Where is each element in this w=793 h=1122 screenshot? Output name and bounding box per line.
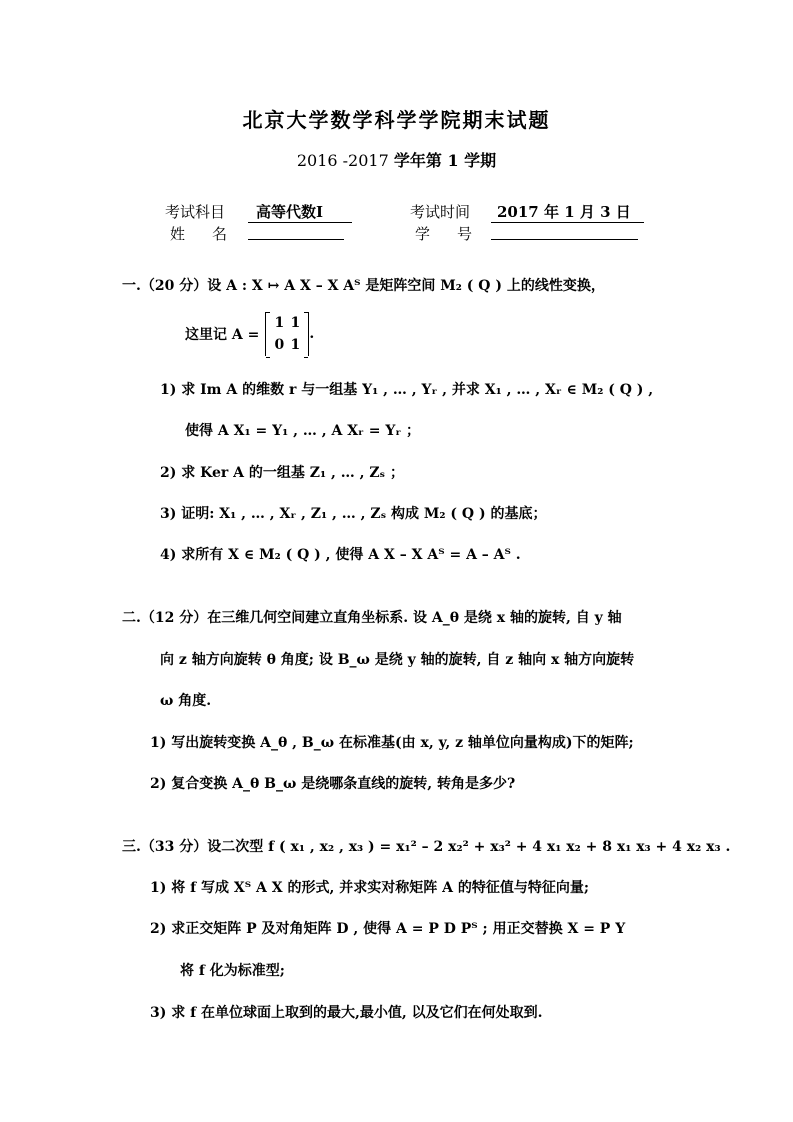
q1-part2: 2) 求 Ker A 的一组基 Z₁ , … , Zₛ ；: [160, 465, 404, 481]
term-years: 2016 -2017: [296, 151, 389, 170]
time-value: 2017 年 1 月 3 日: [491, 201, 644, 223]
q3-part2-line2: 将 f 化为标准型;: [180, 963, 285, 979]
term-text: 学年第 1 学期: [393, 151, 497, 170]
term-line: [0, 148, 793, 171]
q2-part2: 2) 复合变换 A_θ B_ω 是绕哪条直线的旋转, 转角是多少?: [150, 776, 516, 792]
q1-intro: 一.（20 分）设 A : X ↦ A X – X Aᵀ 是矩阵空间 M₂ ( Q ) 上的线性变换，: [122, 278, 605, 294]
q2-intro-line3: ω 角度.: [160, 693, 212, 709]
q1-part1-line1: 1) 求 Im A 的维数 r 与一组基 Y₁ , … , Yᵣ , 并求 X₁ , … , Xᵣ ∈ M₂ ( Q ) ,: [160, 382, 654, 398]
q1-part3: 3) 证明: X₁ , … , Xᵣ , Z₁ , … , Zₛ 构成 M₂ ( Q ) 的基底；: [160, 506, 547, 522]
q1-part1-line2: 使得 A X₁ = Y₁ , … , A Xᵣ = Yᵣ ；: [185, 423, 420, 439]
subject-value: 高等代数I: [248, 201, 352, 223]
q1-matrix-period: .: [309, 326, 315, 342]
matrix-cell: 1: [290, 337, 301, 353]
q1-part4: 4) 求所有 X ∈ M₂ ( Q ) , 使得 A X – X Aᵀ = A – Aᵀ .: [160, 547, 521, 563]
q3-part1: 1) 将 f 写成 Xᵀ A X 的形式, 并求实对称矩阵 A 的特征值与特征向量;: [150, 880, 589, 896]
student-id-field[interactable]: [491, 223, 638, 240]
time-label: 考试时间: [410, 203, 471, 221]
matrix-cell: 1: [274, 315, 285, 331]
q1-matrix-line: [185, 312, 314, 356]
q1-matrix-label: 这里记 A =: [185, 327, 260, 343]
q2-intro-line1: 二.（12 分）在三维几何空间建立直角坐标系. 设 A_θ 是绕 x 轴的旋转, 自 y 轴: [122, 610, 622, 626]
matrix-cell: 0: [274, 337, 285, 353]
name-field[interactable]: [248, 223, 344, 240]
student-id-label: 学 号: [415, 225, 479, 243]
matrix-cell: 1: [290, 315, 301, 331]
name-label: 姓 名: [170, 225, 234, 243]
q2-part1: 1) 写出旋转变换 A_θ , B_ω 在标准基(由 x, y, z 轴单位向量构成)下的矩阵;: [150, 735, 634, 751]
q3-intro: 三.（33 分）设二次型 f ( x₁ , x₂ , x₃ ) = x₁² – 2 x₂² + x₃² + 4 x₁ x₂ + 8 x₁ x₃ + 4 x₂ x₃ .: [122, 839, 731, 855]
q3-part3: 3) 求 f 在单位球面上取到的最大,最小值, 以及它们在何处取到.: [150, 1005, 543, 1021]
q2-intro-line2: 向 z 轴方向旋转 θ 角度; 设 B_ω 是绕 y 轴的旋转, 自 z 轴向 x 轴方向旋转: [160, 652, 635, 668]
q3-part2-line1: 2) 求正交矩阵 P 及对角矩阵 D , 使得 A = P D Pᵀ ; 用正交替换 X = P Y: [150, 921, 626, 937]
matrix-a: [265, 312, 309, 356]
exam-title: 北京大学数学科学学院期末试题: [242, 108, 551, 132]
subject-label: 考试科目: [165, 203, 226, 221]
